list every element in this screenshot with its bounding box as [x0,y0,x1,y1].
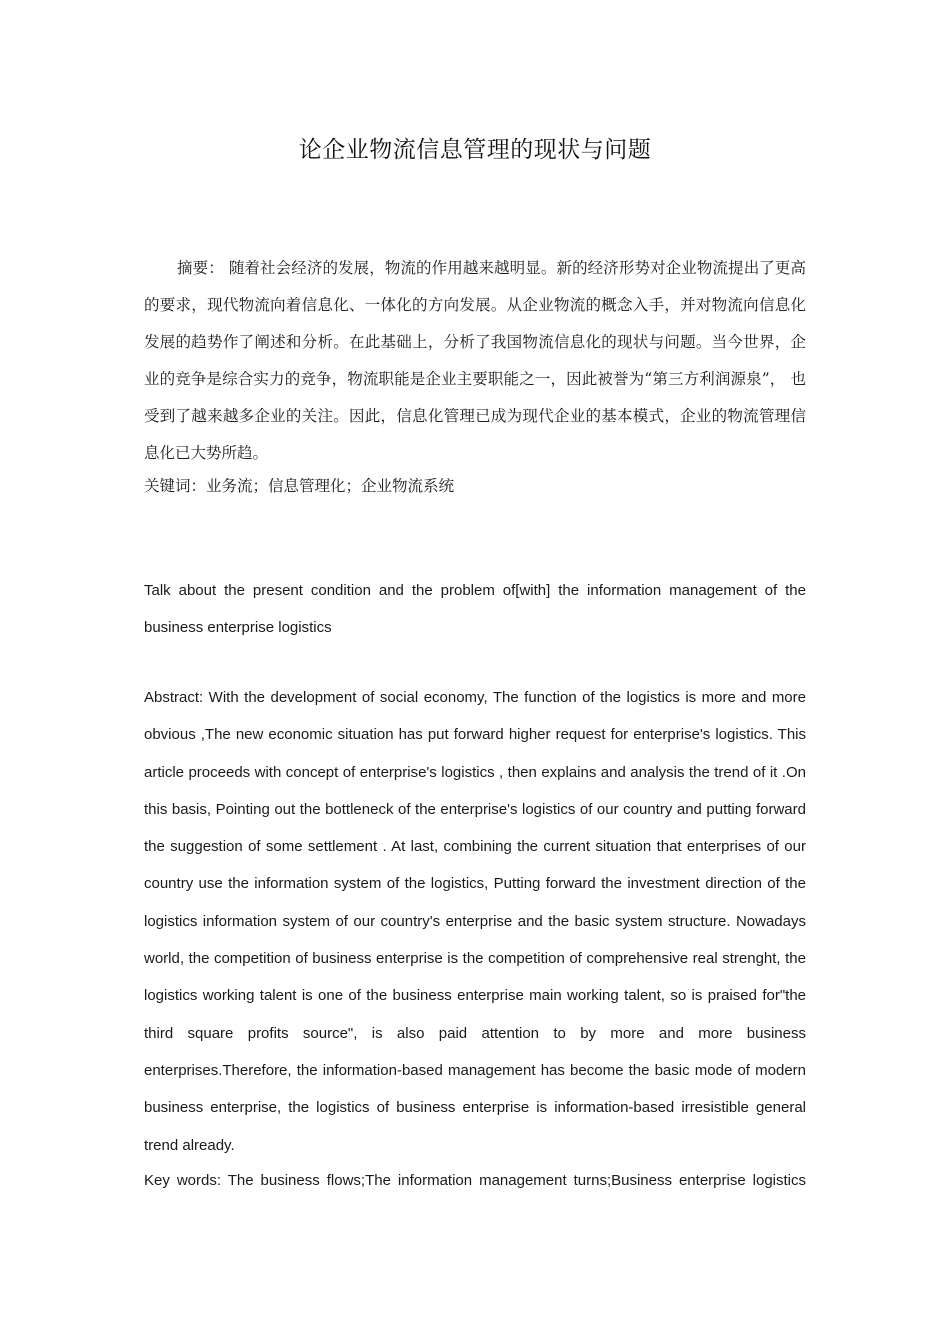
chinese-keywords: 关键词：业务流；信息管理化；企业物流系统 [144,477,455,495]
english-keywords: Key words: The business flows;The information management turns;Business enterprise logistics [144,1172,806,1189]
english-abstract: Abstract: With the development of social economy, The function of the logistics is more and more obvious ,The new economic situation has put forward higher request for enterprise's logistics. This article proceeds with concept of enterprise's logistics , then explains and analysis the trend of it .On this basis, Pointing out the bottleneck of the enterprise's logistics of our country and putting forward the suggestion of some settlement . At last, combining the current situation that enterprises of our country use the information system of the logistics, Putting forward the investment direction of the logistics information system of our country's enterprise and the basic system structure. Nowadays world, the competition of business enterprise is the competition of comprehensive real strenght, the logistics working talent is one of the business enterprise main working talent, so is praised for"the third square profits source", is also paid attention to by more and more business enterprises.Therefore, the information-based management has become the basic mode of modern business enterprise, the logistics of business enterprise is information-based irresistible general trend already. [144,689,806,1154]
english-title: Talk about the present condition and the problem of[with] the information management of the business enterprise logistics [144,582,806,636]
document-title: 论企业物流信息管理的现状与问题 [298,137,652,163]
chinese-abstract: 摘要： 随着社会经济的发展，物流的作用越来越明显。新的经济形势对企业物流提出了更高的要求，现代物流向着信息化、一体化的方向发展。从企业物流的概念入手，并对物流向信息化发展的趋势作了阐述和分析。在此基础上，分析了我国物流信息化的现状与问题。当今世界，企业的竞争是综合实力的竞争，物流职能是企业主要职能之一，因此被誉为“第三方利润源泉”， 也受到了越来越多企业的关注。因此，信息化管理已成为现代企业的基本模式，企业的物流管理信息化已大势所趋。 [144,259,806,462]
